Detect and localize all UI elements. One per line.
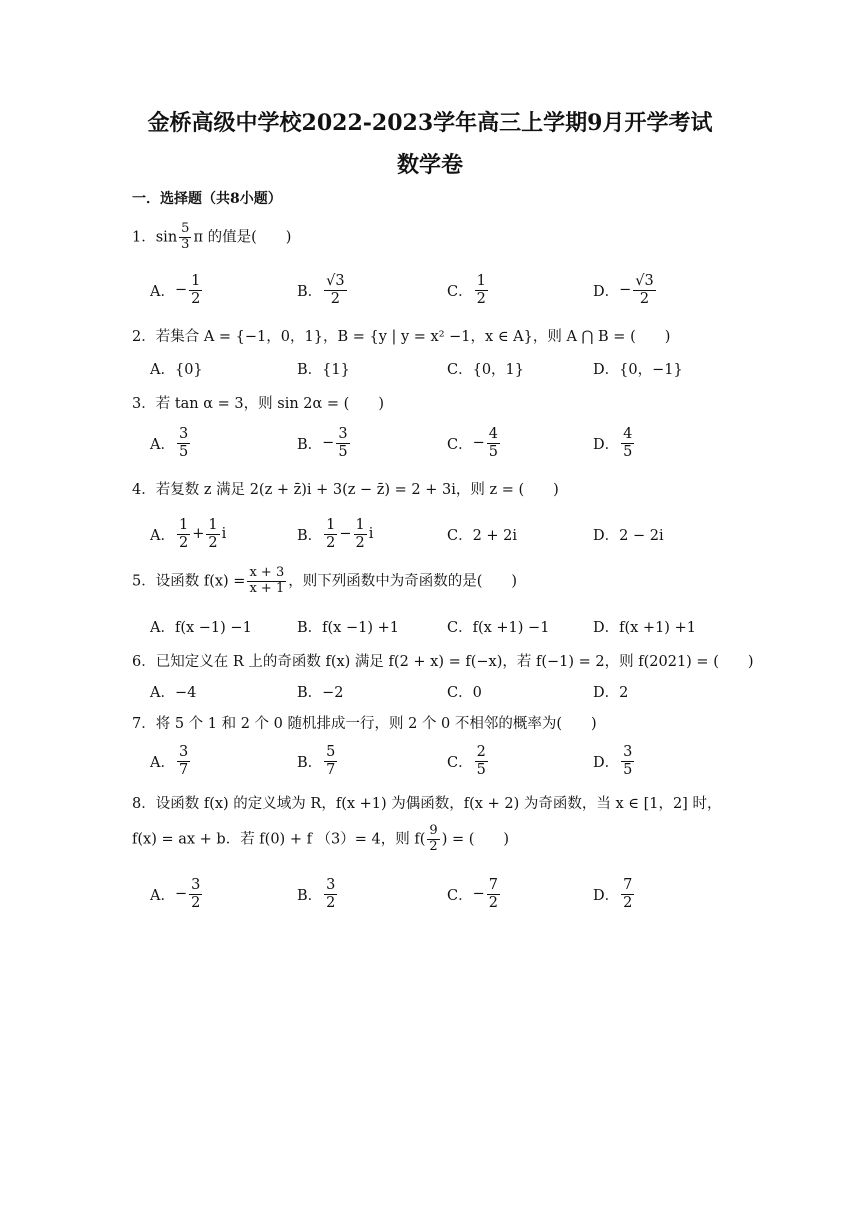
question-4-options — [150, 514, 750, 554]
q4-option-b: B． $\frac{1}{2}$ − $\frac{1}{2}$ i — [297, 516, 374, 551]
question-3: 3．若 tan α = 3，则 sin 2α = ( ) — [132, 396, 384, 412]
q2-option-b: B．{1} — [297, 361, 350, 378]
question-5-options — [150, 606, 750, 646]
q1-option-a: A． − $\frac{1}{2}$ — [150, 272, 201, 307]
q6-option-d: D．2 — [593, 684, 629, 701]
q3-option-d: D． $\frac{4}{5}$ — [593, 425, 633, 460]
question-3-options — [150, 423, 750, 463]
q6-option-b: B．−2 — [297, 684, 344, 701]
q5-option-c: C．f(x +1) −1 — [447, 619, 550, 636]
question-2-options — [150, 348, 750, 388]
q7-option-c: C． $\frac{2}{5}$ — [447, 743, 486, 778]
q2-option-a: A．{0} — [150, 361, 203, 378]
question-2: 2．若集合 A = {−1，0，1}，B = {y | y = x² −1，x ∈ A}，则 A ⋂ B = ( ) — [132, 329, 671, 345]
question-4: 4．若复数 z 满足 2(z + z̄)i + 3(z − z̄) = 2 + 3i，则 z = ( ) — [132, 482, 559, 498]
q1-option-c: C． $\frac{1}{2}$ — [447, 272, 486, 307]
q4-option-d: D．2 − 2i — [593, 527, 664, 544]
question-7-options — [150, 741, 750, 781]
question-6-options — [150, 671, 750, 711]
q3-option-b: B． − $\frac{3}{5}$ — [297, 425, 348, 460]
q6-option-c: C．0 — [447, 684, 482, 701]
question-6: 6．已知定义在 R 上的奇函数 f(x) 满足 f(2 + x) = f(−x)，若 f(−1) = 2，则 f(2021) = ( ) — [132, 654, 754, 670]
q7-option-a: A． $\frac{3}{7}$ — [150, 743, 189, 778]
question-7: 7．将 5 个 1 和 2 个 0 随机排成一行，则 2 个 0 不相邻的概率为( ) — [132, 716, 597, 732]
question-8-line-2: f(x) = ax + b．若 f(0) + f （3）= 4，则 f( $\frac{9}{2}$ ) = ( ) — [132, 823, 510, 854]
q8-option-c: C． − $\frac{7}{2}$ — [447, 876, 498, 911]
question-1: 1．sin $\frac{5}{3}$ π 的值是( ) — [132, 221, 292, 252]
q5-option-a: A．f(x −1) −1 — [150, 619, 252, 636]
question-1-options — [150, 270, 750, 310]
q3-option-c: C． − $\frac{4}{5}$ — [447, 425, 498, 460]
q5-option-b: B．f(x −1) +1 — [297, 619, 399, 636]
question-5: 5．设函数 f(x) = $\frac{x + 3}{x + 1}$ ，则下列函数中为奇函数的是( ) — [132, 565, 518, 596]
question-8-line-1: 8．设函数 f(x) 的定义域为 R，f(x +1) 为偶函数，f(x + 2) 为奇函数，当 x ∈ [1，2] 时， — [132, 796, 722, 812]
q2-option-d: D．{0，−1} — [593, 361, 683, 378]
q7-option-d: D． $\frac{3}{5}$ — [593, 743, 633, 778]
q3-option-a: A． $\frac{3}{5}$ — [150, 425, 189, 460]
q8-option-b: B． $\frac{3}{2}$ — [297, 876, 336, 911]
q1-option-b: B． $\frac{√3}{2}$ — [297, 272, 345, 307]
exam-subtitle: 数学卷 — [396, 152, 463, 178]
q2-option-c: C．{0，1} — [447, 361, 524, 378]
q7-option-b: B． $\frac{5}{7}$ — [297, 743, 336, 778]
section-heading: 一．选择题（共8小题） — [132, 191, 282, 207]
q1-option-d: D． − $\frac{√3}{2}$ — [593, 272, 654, 307]
q5-option-d: D．f(x +1) +1 — [593, 619, 696, 636]
q8-option-d: D． $\frac{7}{2}$ — [593, 876, 633, 911]
q6-option-a: A．−4 — [150, 684, 197, 701]
exam-title: 金桥高级中学校2022-2023学年高三上学期9月开学考试 — [147, 110, 713, 136]
q4-option-a: A． $\frac{1}{2}$ + $\frac{1}{2}$ i — [150, 516, 227, 551]
q4-option-c: C．2 + 2i — [447, 527, 518, 544]
question-8-options — [150, 874, 750, 914]
q8-option-a: A． − $\frac{3}{2}$ — [150, 876, 201, 911]
